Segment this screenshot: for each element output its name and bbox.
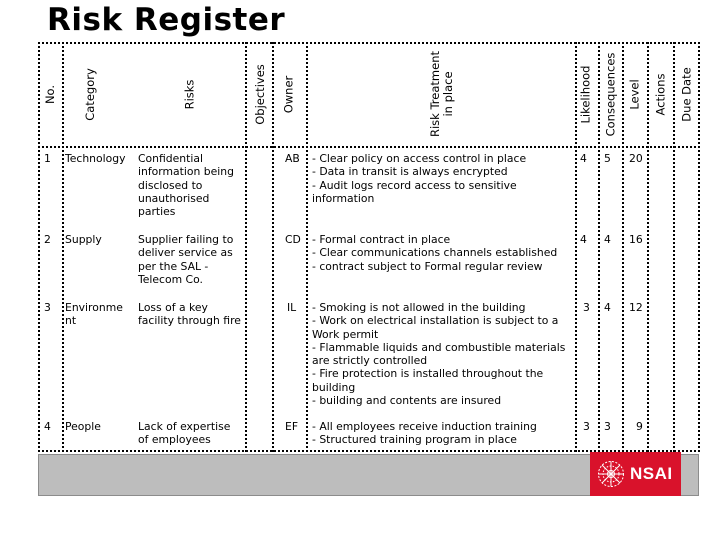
risk-register-table [38,42,700,452]
row-1-consequences: 5 [604,152,611,165]
header-due-date: Due Date [679,66,694,122]
header-likelihood: Likelihood [578,65,593,123]
treatment-line: - Fire protection is installed throughout the building [312,367,544,394]
row-2-treatment [312,233,574,273]
nsai-logo [590,452,681,496]
row-3-treatment [312,301,574,407]
grid-line [598,42,600,452]
grid-line [673,42,675,452]
row-3-consequences: 4 [604,301,611,314]
treatment-line: - Flammable liquids and combustible materials are strictly controlled [312,340,566,368]
header-risks: Risks [182,79,197,109]
treatment-line: - Clear communications channels established [312,246,558,260]
row-2-category: Supply [65,233,102,246]
grid-line [245,42,247,452]
treatment-line: - Clear policy on access control in place [312,152,527,165]
grid-line [698,42,700,452]
row-4-no: 4 [44,420,51,433]
row-4-treatment [312,420,574,447]
grid-line [306,42,308,452]
row-1-category: Technology [65,152,126,165]
row-1-level: 20 [629,152,643,165]
row-2-no: 2 [44,233,51,246]
row-4-level: 9 [636,420,643,433]
row-1-no: 1 [44,152,51,165]
grid-line [647,42,649,452]
grid-line [38,42,40,452]
grid-line [272,42,274,452]
row-3-no: 3 [44,301,51,314]
header-objectives: Objectives [252,63,267,125]
header-owner: Owner [281,75,296,113]
row-3-risk: Loss of a key facility through fire [138,301,241,328]
row-1-likelihood: 4 [580,152,587,165]
treatment-line: - Data in transit is always encrypted [312,165,508,179]
treatment-line: - All employees receive induction training [312,420,537,433]
treatment-line: - Smoking is not allowed in the building [312,301,526,314]
row-2-risk: Supplier failing to deliver service as per the SAL - Telecom Co. [138,233,234,286]
row-4-consequences: 3 [604,420,611,433]
treatment-line: - Work on electrical installation is subject to a Work permit [312,314,559,341]
logo-text: NSAI [630,464,673,483]
row-2-likelihood: 4 [580,233,587,246]
row-3-likelihood: 3 [583,301,590,314]
header-no: No. [43,84,58,104]
treatment-line: - Formal contract in place [312,233,451,246]
grid-line [38,42,700,44]
header-level: Level [627,78,642,110]
header-consequences: Consequences [603,52,618,136]
row-2-owner: CD [285,233,301,246]
treatment-line: - contract subject to Formal regular review [312,259,543,273]
header-treatment: Risk Treatment in place [428,51,455,138]
row-4-category: People [65,420,101,433]
row-1-owner: AB [285,152,300,165]
grid-line [622,42,624,452]
header-actions: Actions [653,72,668,116]
row-4-risk: Lack of expertise of employees [138,420,231,447]
grid-line [575,42,577,452]
nsai-emblem-icon [596,459,626,489]
row-3-owner: IL [287,301,297,314]
row-1-risk: Confidential information being disclosed to unauthorised parties [138,152,234,219]
row-2-consequences: 4 [604,233,611,246]
grid-line [62,42,64,452]
row-4-owner: EF [285,420,299,433]
grid-line [38,146,700,148]
row-1-treatment [312,152,574,205]
row-3-level: 12 [629,301,643,314]
treatment-line: - Audit logs record access to sensitive information [312,178,517,205]
treatment-line: - Structured training program in place [312,433,517,447]
row-4-likelihood: 3 [583,420,590,433]
row-3-category: Environme nt [65,301,123,328]
header-category: Category [82,67,97,121]
row-2-level: 16 [629,233,643,246]
page-title: Risk Register [47,2,286,38]
treatment-line: - building and contents are insured [312,394,502,408]
